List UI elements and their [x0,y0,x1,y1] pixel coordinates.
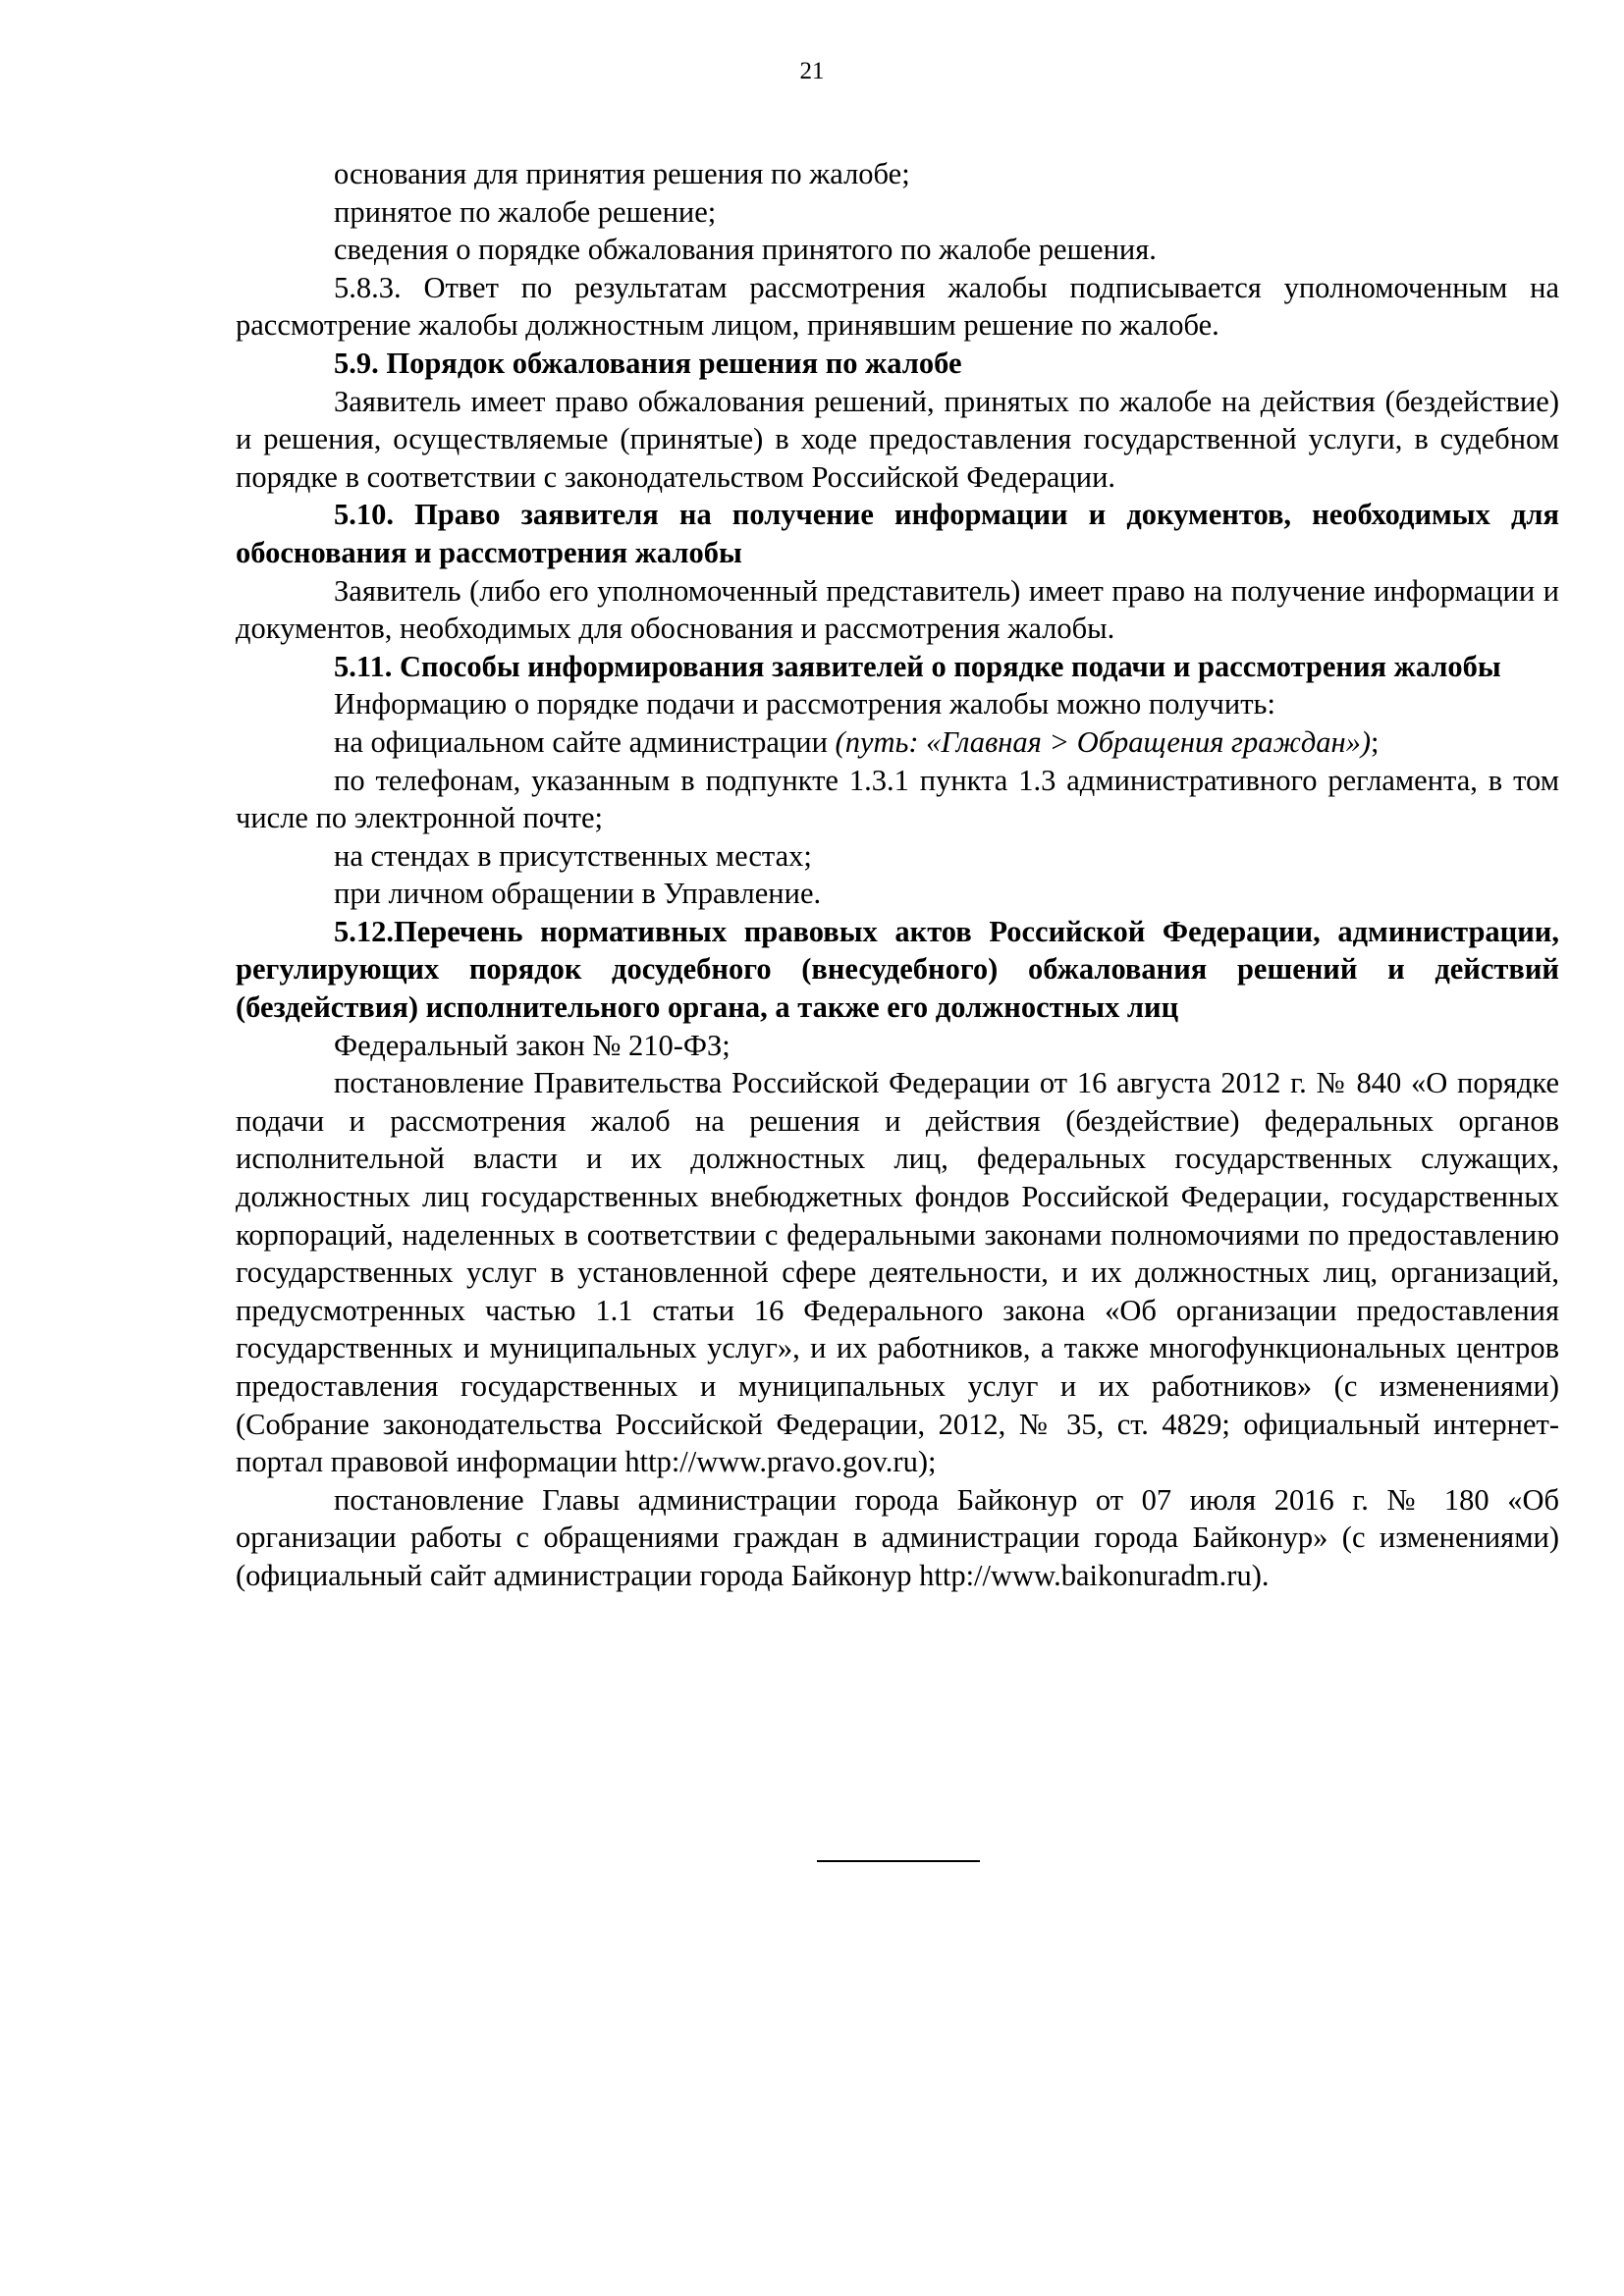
list-item-federal-law: Федеральный закон № 210-ФЗ; [334,1028,731,1062]
website-text: на официальном сайте администрации [334,724,836,759]
heading-5-12: 5.12.Перечень нормативных правовых актов Российской Федерации, администрации, регулирующих порядок досудебного (внесудебного) обжалования решений и действий (бездействия) исполнительного органа, а также его должностных лиц [236,914,1559,1025]
list-item-head-decree: постановление Главы администрации города Байконур от 07 июля 2016 г. № 180 «Об организации работы с обращениями граждан в администрации города Байконур» (с изменениями) (официальный сайт администрации города Байконур http://www.baikonuradm.ru). [236,1482,1559,1592]
list-item-personal-visit: при личном обращении в Управление. [334,877,822,911]
document-body [236,155,1559,1595]
list-item-stands: на стендах в присутственных местах; [334,838,812,873]
paragraph-5-8-3: 5.8.3. Ответ по результатам рассмотрения жалобы подписывается уполномоченным на рассмотрение жалобы должностным лицом, принявшим решение по жалобе. [236,270,1559,343]
heading-5-9: 5.9. Порядок обжалования решения по жалобе [334,346,962,380]
end-divider [817,1860,980,1862]
page-number: 21 [799,58,825,84]
paragraph-5-10-body: Заявитель (либо его уполномоченный представитель) имеет право на получение информации и документов, необходимых для обоснования и рассмотрения жалобы. [236,573,1559,646]
list-item-appeal-info: сведения о порядке обжалования принятого по жалобе решения. [334,233,1157,267]
website-text-end: ; [1371,724,1380,759]
heading-5-11: 5.11. Способы информирования заявителей о порядке подачи и рассмотрения жалобы [334,649,1501,683]
website-path: (путь: «Главная > Обращения граждан») [835,724,1372,759]
paragraph-5-11-intro: Информацию о порядке подачи и рассмотрения жалобы можно получить: [334,687,1275,721]
list-item-grounds: основания для принятия решения по жалобе; [334,157,910,190]
heading-5-10: 5.10. Право заявителя на получение информации и документов, необходимых для обоснования и рассмотрения жалобы [236,498,1559,569]
list-item-website [236,723,1559,762]
list-item-decision: принятое по жалобе решение; [334,194,717,229]
paragraph-5-9-body: Заявитель имеет право обжалования решений, принятых по жалобе на действия (бездействие) и решения, осуществляемые (принятые) в ходе предоставления государственной услуги, в судебном порядке в соответствии с законодательством Российской Федерации. [236,384,1559,494]
list-item-phones: по телефонам, указанным в подпункте 1.3.1 пункта 1.3 административного регламента, в том числе по электронной почте; [236,763,1559,835]
list-item-government-decree: постановление Правительства Российской Федерации от 16 августа 2012 г. № 840 «О порядке подачи и рассмотрения жалоб на решения и действия (бездействие) федеральных органов исполнительной власти и их должностных лиц, федеральных государственных служащих, должностных лиц государственных внебюджетных фондов Российской Федерации, государственных корпораций, наделенных в соответствии с федеральными законами полномочиями по предоставлению государственных услуг в установленной сфере деятельности, и их должностных лиц, организаций, предусмотренных частью 1.1 статьи 16 Федерального закона «Об организации предоставления государственных и муниципальных услуг», и их работников, а также многофункциональных центров предоставления государственных и муниципальных услуг и их работников» (с изменениями) (Собрание законодательства Российской Федерации, 2012, № 35, ст. 4829; официальный интернет-портал правовой информации http://www.pravo.gov.ru); [236,1066,1559,1479]
